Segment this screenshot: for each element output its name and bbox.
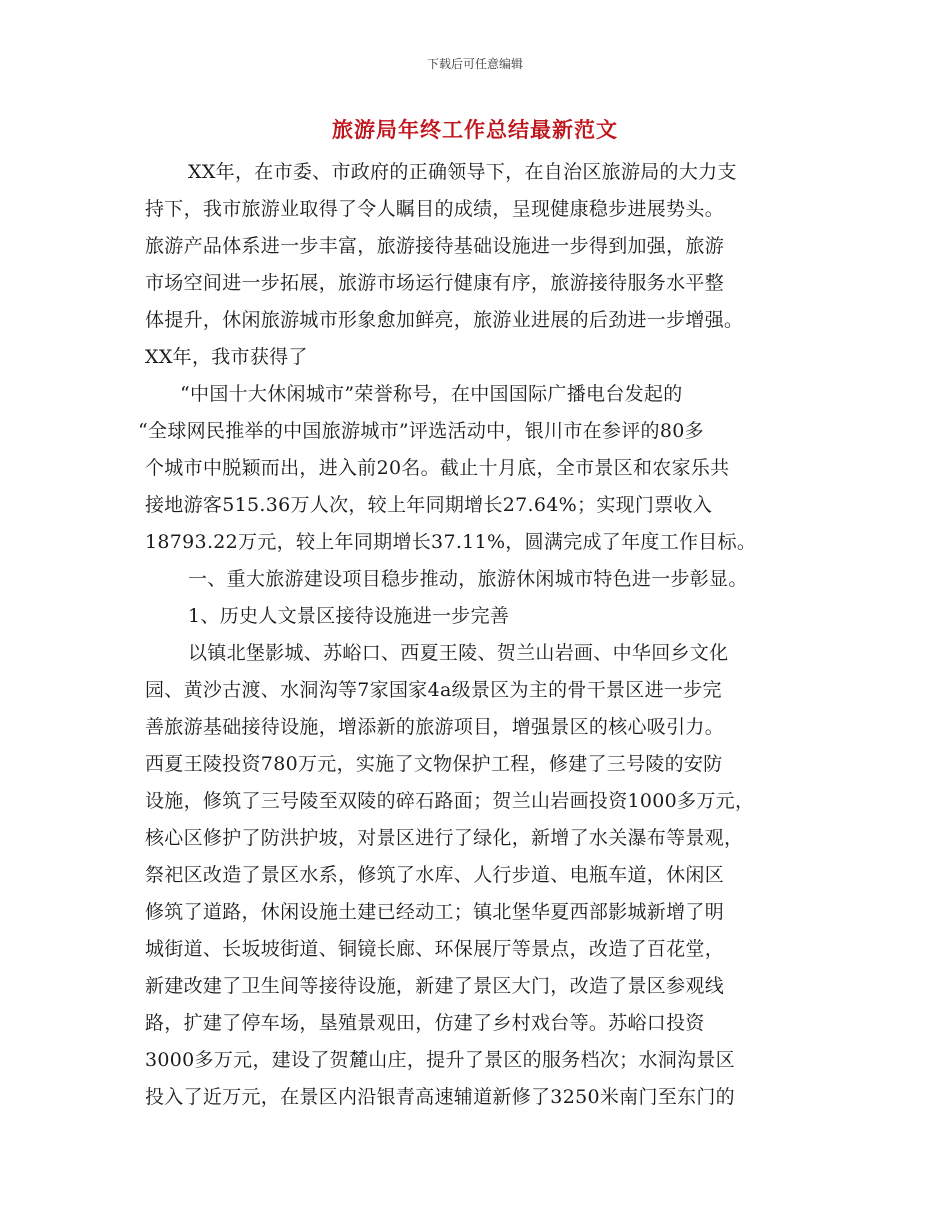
body-line: 核心区修护了防洪护坡，对景区进行了绿化，新增了水关瀑布等景观，	[145, 827, 744, 849]
body-line: 体提升，休闲旅游城市形象愈加鲜亮，旅游业进展的后劲进一步增强。	[145, 309, 744, 331]
body-line: 祭祀区改造了景区水系，修筑了水库、人行步道、电瓶车道，休闲区	[145, 864, 725, 886]
body-line: 西夏王陵投资780万元，实施了文物保护工程，修建了三号陵的安防	[145, 753, 723, 775]
body-line: “全球网民推举的中国旅游城市”评选活动中，银川市在参评的80多	[138, 420, 704, 442]
body-line: 园、黄沙古渡、水洞沟等7家国家4a级景区为主的骨干景区进一步完	[145, 679, 722, 701]
body-line: 路，扩建了停车场，垦殖景观田，仿建了乡村戏台等。苏峪口投资	[145, 1012, 705, 1034]
body-line: 3000多万元，建设了贺麓山庄，提升了景区的服务档次；水洞沟景区	[145, 1049, 735, 1071]
body-line: 新建改建了卫生间等接待设施，新建了景区大门，改造了景区参观线	[145, 975, 725, 997]
body-line: 18793.22万元，较上年同期增长37.11%，圆满完成了年度工作目标。	[145, 531, 757, 553]
body-line: 1、历史人文景区接待设施进一步完善	[188, 605, 510, 627]
body-line: 市场空间进一步拓展，旅游市场运行健康有序，旅游接待服务水平整	[145, 272, 725, 294]
body-line: 城街道、长坂坡街道、铜镜长廊、环保展厅等景点，改造了百花堂，	[145, 938, 725, 960]
body-line: 持下，我市旅游业取得了令人瞩目的成绩，呈现健康稳步进展势头。	[145, 198, 725, 220]
document-title: 旅游局年终工作总结最新范文	[332, 117, 618, 142]
body-line: 旅游产品体系进一步丰富，旅游接待基础设施进一步得到加强，旅游	[145, 235, 725, 257]
header-note: 下载后可任意编辑	[426, 57, 523, 71]
body-line: XX年，在市委、市政府的正确领导下，在自治区旅游局的大力支	[188, 161, 737, 183]
body-line: 个城市中脱颖而出，进入前20名。截止十月底，全市景区和农家乐共	[145, 457, 730, 479]
body-line: 接地游客515.36万人次，较上年同期增长27.64%；实现门票收入	[145, 494, 713, 516]
body-line: 一、重大旅游建设项目稳步推动，旅游休闲城市特色进一步彰显。	[188, 568, 748, 590]
body-line: 投入了近万元，在景区内沿银青高速辅道新修了3250米南门至东门的	[145, 1086, 735, 1108]
body-line: “中国十大休闲城市”荣誉称号，在中国国际广播电台发起的	[180, 383, 683, 405]
body-line: 修筑了道路，休闲设施土建已经动工；镇北堡华夏西部影城新增了明	[145, 901, 725, 923]
body-line: 以镇北堡影城、苏峪口、西夏王陵、贺兰山岩画、中华回乡文化	[188, 642, 729, 664]
body-line: 设施，修筑了三号陵至双陵的碎石路面；贺兰山岩画投资1000多万元，	[145, 790, 755, 812]
body-line: 善旅游基础接待设施，增添新的旅游项目，增强景区的核心吸引力。	[145, 716, 725, 738]
body-line: XX年，我市获得了	[145, 346, 308, 368]
